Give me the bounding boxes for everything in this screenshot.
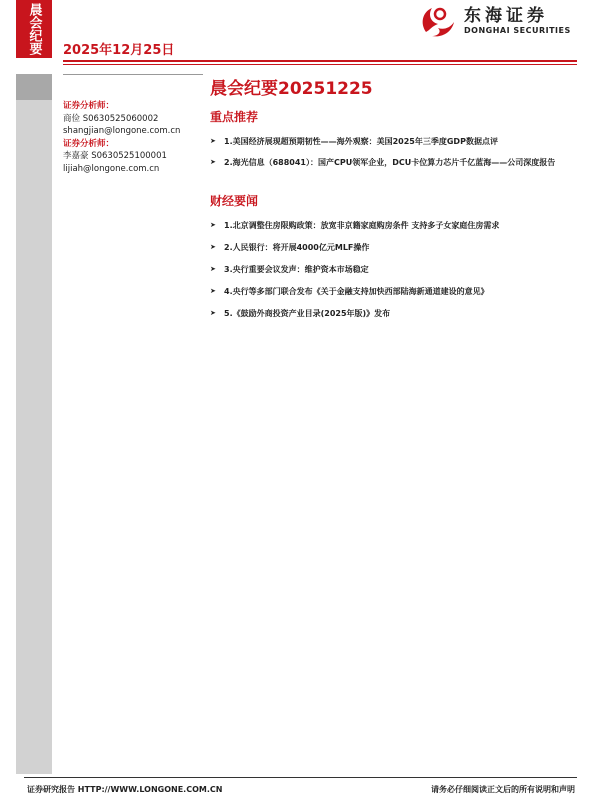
analyst-label: 证券分析师： bbox=[63, 138, 115, 149]
analyst-block bbox=[63, 100, 203, 138]
header-divider-thin bbox=[63, 64, 577, 65]
logo-english-name: DONGHAI SECURITIES bbox=[464, 26, 571, 35]
arrow-bullet-icon: ➤ bbox=[210, 287, 216, 295]
list-item[interactable] bbox=[210, 156, 578, 169]
list-item[interactable] bbox=[210, 307, 578, 320]
arrow-bullet-icon: ➤ bbox=[210, 221, 216, 229]
footer-divider bbox=[24, 777, 577, 778]
list-item-text: 1.北京调整住房限购政策：放宽非京籍家庭购房条件 支持多子女家庭住房需求 bbox=[224, 221, 500, 230]
arrow-bullet-icon: ➤ bbox=[210, 265, 216, 273]
list-item-text: 1.美国经济展现超预期韧性——海外观察：美国2025年三季度GDP数据点评 bbox=[224, 137, 498, 146]
analyst-divider bbox=[63, 74, 203, 75]
list-item-text: 2.海光信息（688041）：国产CPU领军企业，DCU卡位算力芯片千亿蓝海——公司深度报告 bbox=[224, 158, 556, 167]
logo-chinese-name: 东海证券 bbox=[464, 6, 548, 26]
section-title-key-recommendations: 重点推荐 bbox=[210, 110, 259, 124]
analyst-block bbox=[63, 138, 203, 176]
list-item[interactable] bbox=[210, 241, 578, 254]
analyst-email[interactable]: lijiah@longone.com.cn bbox=[63, 163, 160, 174]
analyst-email[interactable]: shangjian@longone.com.cn bbox=[63, 126, 181, 136]
arrow-bullet-icon: ➤ bbox=[210, 158, 216, 166]
list-item-text: 5.《鼓励外商投资产业目录(2025年版)》发布 bbox=[224, 309, 391, 318]
report-type-label: 晨会纪要 bbox=[26, 3, 42, 55]
footer-website[interactable]: 证券研究报告 HTTP://WWW.LONGONE.COM.CN bbox=[27, 785, 223, 794]
section-title-financial-news: 财经要闻 bbox=[210, 194, 259, 208]
analyst-list bbox=[63, 100, 203, 175]
analyst-name: 商俭 S0630525060002 bbox=[63, 113, 159, 124]
arrow-bullet-icon: ➤ bbox=[210, 137, 216, 145]
company-logo bbox=[418, 2, 588, 40]
list-item[interactable] bbox=[210, 219, 578, 232]
list-item[interactable] bbox=[210, 135, 578, 148]
list-item-text: 4.央行等多部门联合发布《关于金融支持加快西部陆海新通道建设的意见》 bbox=[224, 287, 489, 296]
list-item[interactable] bbox=[210, 285, 578, 298]
list-item-text: 3.央行重要会议发声：维护资本市场稳定 bbox=[224, 265, 369, 274]
list-item[interactable] bbox=[210, 263, 578, 276]
page-title: 晨会纪要20251225 bbox=[210, 79, 373, 99]
analyst-label: 证券分析师： bbox=[63, 101, 115, 111]
report-type-tab bbox=[16, 0, 52, 58]
left-sidebar-bar bbox=[16, 74, 52, 774]
arrow-bullet-icon: ➤ bbox=[210, 243, 216, 251]
list-item-text: 2.人民银行：将开展4000亿元MLF操作 bbox=[224, 243, 370, 252]
analyst-name: 李嘉豪 S0630525100001 bbox=[63, 151, 167, 161]
header-divider bbox=[63, 60, 577, 62]
report-date: 2025年12月25日 bbox=[63, 43, 175, 58]
left-sidebar-cap bbox=[16, 74, 52, 100]
arrow-bullet-icon: ➤ bbox=[210, 309, 216, 317]
donghai-logo-icon bbox=[418, 2, 458, 40]
footer-disclaimer: 请务必仔细阅读正文后的所有说明和声明 bbox=[431, 785, 575, 794]
